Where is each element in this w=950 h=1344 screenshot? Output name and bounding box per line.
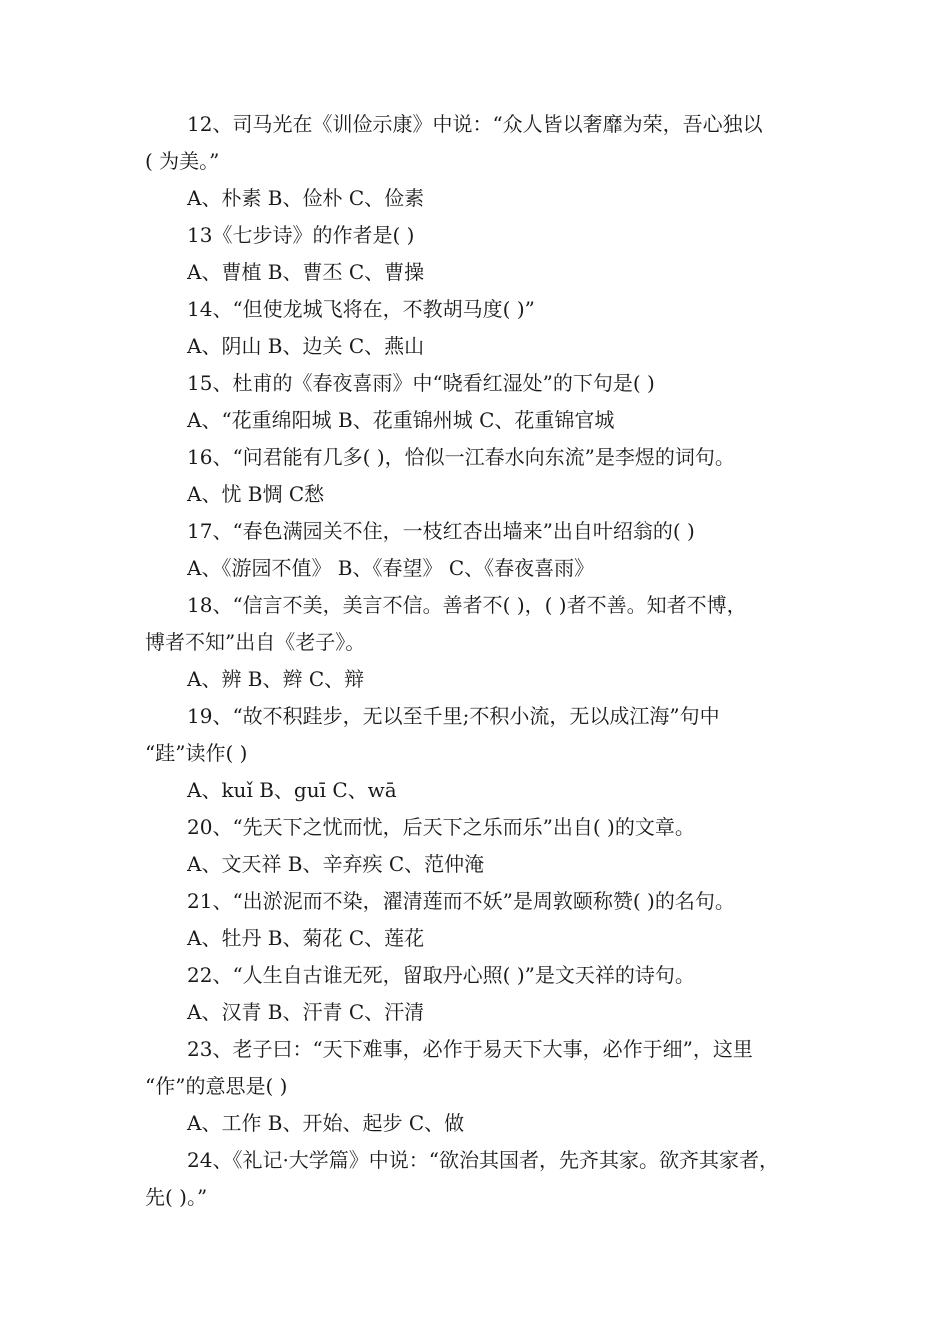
answer-options: A、汉青 B、汗青 C、汗清 xyxy=(187,1000,425,1024)
text-line: 17、“春色满园关不住，一枝红杏出墙来”出自叶绍翁的( ) xyxy=(187,519,695,543)
answer-options: A、文天祥 B、辛弃疾 C、范仲淹 xyxy=(187,852,485,876)
text-line: 24、《礼记·大学篇》中说：“欲治其国者，先齐其家。欲齐其家者， xyxy=(187,1148,780,1172)
answer-options: A、kuǐ B、guī C、wā xyxy=(187,778,397,802)
answer-options: A、辨 B、辫 C、辩 xyxy=(187,667,365,691)
text-line: 22、“人生自古谁无死，留取丹心照( )”是文天祥的诗句。 xyxy=(187,963,695,987)
answer-options: A、牡丹 B、菊花 C、莲花 xyxy=(187,926,425,950)
answer-options: A、曹植 B、曹丕 C、曹操 xyxy=(187,260,425,284)
answer-options: A、朴素 B、俭朴 C、俭素 xyxy=(187,186,425,210)
text-line: “作”的意思是( ) xyxy=(145,1074,288,1098)
text-line: 先( )。” xyxy=(145,1185,208,1209)
text-line: ( 为美。” xyxy=(145,149,220,173)
answer-options: A、阴山 B、边关 C、燕山 xyxy=(187,334,425,358)
text-line: 博者不知”出自《老子》。 xyxy=(145,630,366,654)
text-line: 16、“问君能有几多( )，恰似一江春水向东流”是李煜的词句。 xyxy=(187,445,735,469)
text-line: 21、“出淤泥而不染，濯清莲而不妖”是周敦颐称赞( )的名句。 xyxy=(187,889,735,913)
question-list xyxy=(145,106,845,1216)
text-line: 13《七步诗》的作者是( ) xyxy=(187,223,415,247)
text-line: 12、司马光在《训俭示康》中说：“众人皆以奢靡为荣，吾心独以 xyxy=(187,112,763,136)
text-line: 18、“信言不美，美言不信。善者不( )，( )者不善。知者不博， xyxy=(187,593,747,617)
answer-options: A、“花重绵阳城 B、花重锦州城 C、花重锦官城 xyxy=(187,408,615,432)
text-line: 14、“但使龙城飞将在，不教胡马度( )” xyxy=(187,297,535,321)
text-line: 23、老子曰：“天下难事，必作于易天下大事，必作于细”，这里 xyxy=(187,1037,753,1061)
answer-options: A、《游园不值》 B、《春望》 C、《春夜喜雨》 xyxy=(187,556,595,580)
answer-options: A、忧 B惆 C愁 xyxy=(187,482,325,506)
answer-options: A、工作 B、开始、起步 C、做 xyxy=(187,1111,465,1135)
text-line: 20、“先天下之忧而忧，后天下之乐而乐”出自( )的文章。 xyxy=(187,815,695,839)
text-line: “跬”读作( ) xyxy=(145,741,248,765)
text-line: 19、“故不积跬步，无以至千里;不积小流，无以成江海”句中 xyxy=(187,704,720,728)
text-line: 15、杜甫的《春夜喜雨》中“晓看红湿处”的下句是( ) xyxy=(187,371,655,395)
